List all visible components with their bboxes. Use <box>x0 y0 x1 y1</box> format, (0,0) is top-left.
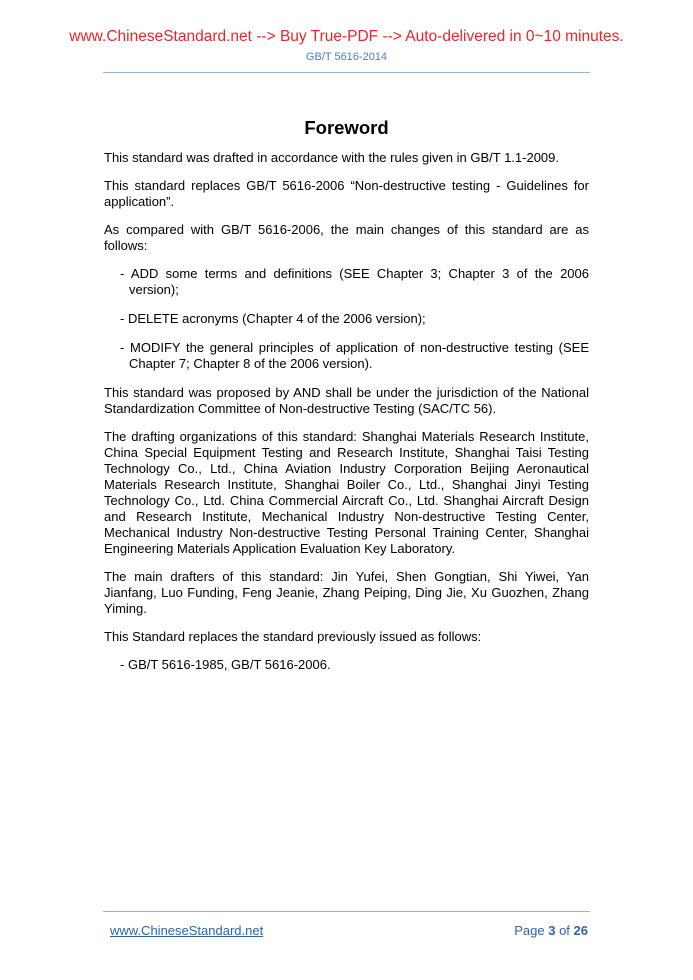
list-item-change: - DELETE acronyms (Chapter 4 of the 2006 version); <box>120 311 426 326</box>
page-total: 26 <box>573 923 588 938</box>
footer-divider <box>103 911 590 912</box>
paragraph-drafting-rules: This standard was drafted in accordance with the rules given in GB/T 1.1-2009. <box>104 150 560 165</box>
list-item-change: - ADD some terms and definitions (SEE Chapter 3; Chapter 3 of the 2006 version); <box>120 266 589 297</box>
paragraph-replaces: This standard replaces GB/T 5616-2006 “Non-destructive testing - Guidelines for application”. <box>104 178 589 209</box>
paragraph-previous-issues-intro: This Standard replaces the standard previously issued as follows: <box>104 629 482 644</box>
list-item-text: ADD some terms and definitions (SEE Chapter 3; Chapter 3 of the 2006 version); <box>129 266 589 297</box>
page-of-label: of <box>559 923 570 938</box>
page-number <box>514 923 588 939</box>
page-label: Page <box>514 923 545 938</box>
list-item-change: - MODIFY the general principles of application of non-destructive testing (SEE Chapter 7; Chapter 8 of the 2006 version). <box>120 340 589 371</box>
header-divider <box>103 72 590 73</box>
page-current: 3 <box>548 923 556 938</box>
list-item-text: GB/T 5616-1985, GB/T 5616-2006. <box>127 657 331 672</box>
document-body <box>104 150 589 686</box>
list-item-text: DELETE acronyms (Chapter 4 of the 2006 version); <box>127 311 426 326</box>
page-title: Foreword <box>304 117 389 138</box>
paragraph-drafting-organizations: The drafting organizations of this standard: Shanghai Materials Research Institute, China Special Equipment Testing and Research Institute, Shanghai Taisi Testing Technology Co., Ltd., China Aviation Industry Corporation Beijing Aeronautical Materials Research Institute, Shanghai Boiler Co., Ltd., Shanghai Jinyi Testing Technology Co., Ltd. China Commercial Aircraft Co., Ltd. Shanghai Aircraft Design and Research Institute, Mechanical Industry Non-destructive Testing Center, Mechanical Industry Non-destructive Testing Personal Training Center, Shanghai Engineering Materials Application Evaluation Key Laboratory. <box>104 429 589 556</box>
list-item-text: MODIFY the general principles of application of non-destructive testing (SEE Chapter 7; Chapter 8 of the 2006 version). <box>129 340 589 371</box>
promo-banner[interactable]: www.ChineseStandard.net --> Buy True-PDF --> Auto-delivered in 0~10 minutes. <box>69 28 624 45</box>
standard-code-header: GB/T 5616-2014 <box>305 51 388 63</box>
footer-website-link[interactable]: www.ChineseStandard.net <box>110 923 264 938</box>
paragraph-jurisdiction: This standard was proposed by AND shall be under the jurisdiction of the National Standardization Committee of Non-destructive Testing (SAC/TC 56). <box>104 385 589 416</box>
paragraph-changes-intro: As compared with GB/T 5616-2006, the main changes of this standard are as follows: <box>104 222 589 253</box>
list-item-previous-issue: - GB/T 5616-1985, GB/T 5616-2006. <box>120 657 331 672</box>
paragraph-main-drafters: The main drafters of this standard: Jin Yufei, Shen Gongtian, Shi Yiwei, Yan Jianfang, Luo Funding, Feng Jeanie, Zhang Peiping, Ding Jie, Xu Guozhen, Zhang Yiming. <box>104 569 589 616</box>
